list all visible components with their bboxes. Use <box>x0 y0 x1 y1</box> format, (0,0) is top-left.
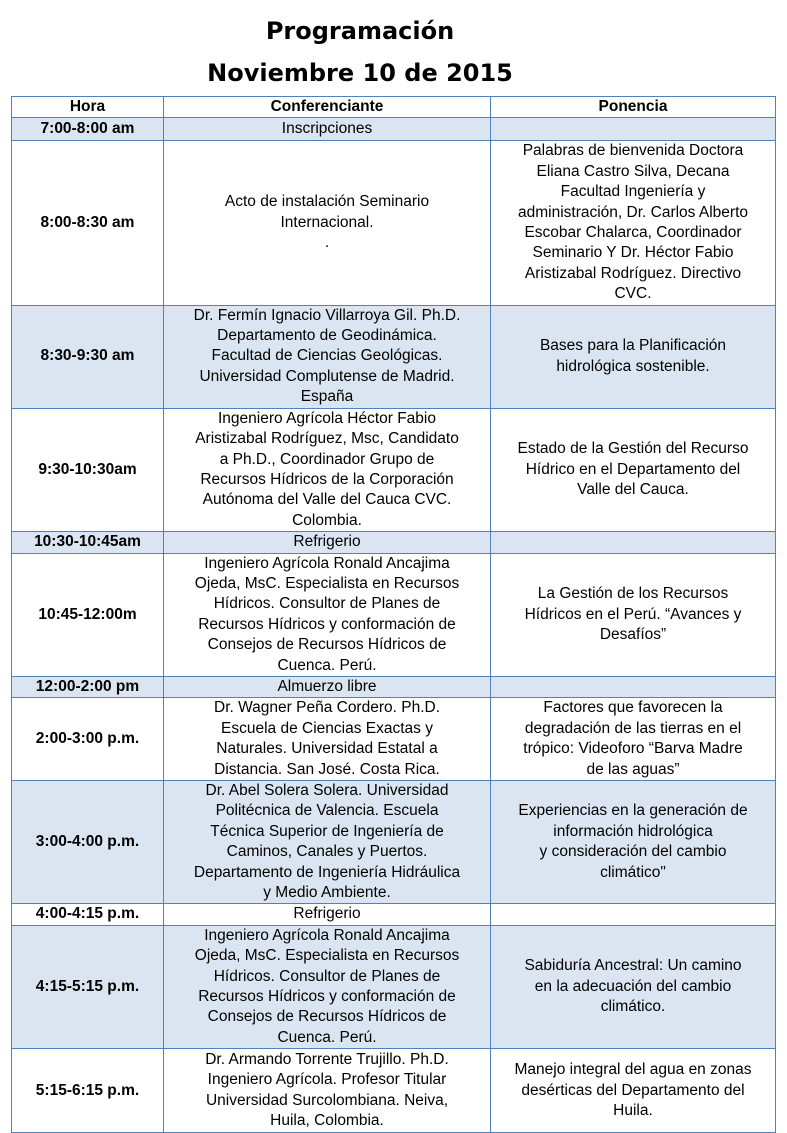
cell-conferenciante: Ingeniero Agrícola Héctor Fabio Aristizabal Rodríguez, Msc, Candidato a Ph.D., Coordinador Grupo de Recursos Hídricos de la Corporación Autónoma del Valle del Cauca CVC. Colombia. <box>164 408 491 531</box>
cell-hora: 7:00-8:00 am <box>12 118 164 141</box>
table-row <box>12 698 776 781</box>
table-header-row <box>12 97 776 118</box>
cell-conferenciante: Ingeniero Agrícola Ronald Ancajima Ojeda, MsC. Especialista en Recursos Hídricos. Consultor de Planes de Recursos Hídricos y conformación de Consejos de Recursos Hídricos de Cuenca. Perú. <box>164 925 491 1048</box>
cell-ponencia: Experiencias en la generación de información hidrológica y consideración del cambio climático" <box>491 781 776 904</box>
cell-ponencia <box>491 532 776 553</box>
header-ponencia: Ponencia <box>491 97 776 118</box>
header-conferenciante: Conferenciante <box>164 97 491 118</box>
cell-conferenciante: Dr. Armando Torrente Trujillo. Ph.D. Ingeniero Agrícola. Profesor Titular Universidad Surcolombiana. Neiva, Huila, Colombia. <box>164 1049 491 1133</box>
cell-conferenciante: Ingeniero Agrícola Ronald Ancajima Ojeda, MsC. Especialista en Recursos Hídricos. Consultor de Planes de Recursos Hídricos y conformación de Consejos de Recursos Hídricos de Cuenca. Perú. <box>164 553 491 676</box>
cell-ponencia: Estado de la Gestión del Recurso Hídrico en el Departamento del Valle del Cauca. <box>491 408 776 531</box>
cell-hora: 2:00-3:00 p.m. <box>12 698 164 781</box>
cell-hora: 3:00-4:00 p.m. <box>12 781 164 904</box>
cell-ponencia: Sabiduría Ancestral: Un camino en la adecuación del cambio climático. <box>491 925 776 1048</box>
cell-hora: 9:30-10:30am <box>12 408 164 531</box>
cell-ponencia: Factores que favorecen la degradación de las tierras en el trópico: Videoforo “Barva Madre de las aguas” <box>491 698 776 781</box>
table-row <box>12 904 776 925</box>
table-row <box>12 553 776 676</box>
header-hora: Hora <box>12 97 164 118</box>
cell-ponencia: Manejo integral del agua en zonas desérticas del Departamento del Huila. <box>491 1049 776 1133</box>
cell-conferenciante: Refrigerio <box>164 532 491 553</box>
cell-hora: 8:00-8:30 am <box>12 141 164 305</box>
cell-hora: 10:30-10:45am <box>12 532 164 553</box>
table-row <box>12 676 776 697</box>
cell-ponencia <box>491 904 776 925</box>
table-row <box>12 925 776 1048</box>
cell-ponencia: Bases para la Planificación hidrológica sostenible. <box>491 305 776 408</box>
page-subtitle-date: Noviembre 10 de 2015 <box>207 59 513 87</box>
cell-ponencia <box>491 118 776 141</box>
cell-hora: 4:15-5:15 p.m. <box>12 925 164 1048</box>
cell-hora: 5:15-6:15 p.m. <box>12 1049 164 1133</box>
table-row <box>12 305 776 408</box>
schedule-table <box>11 96 776 1133</box>
cell-conferenciante: Dr. Abel Solera Solera. Universidad Politécnica de Valencia. Escuela Técnica Superior de Ingeniería de Caminos, Canales y Puertos. Departamento de Ingeniería Hidráulica y Medio Ambiente. <box>164 781 491 904</box>
page-title: Programación <box>265 17 455 45</box>
table-row <box>12 141 776 305</box>
cell-hora: 4:00-4:15 p.m. <box>12 904 164 925</box>
table-row <box>12 118 776 141</box>
cell-ponencia: La Gestión de los Recursos Hídricos en el Perú. “Avances y Desafíos” <box>491 553 776 676</box>
cell-conferenciante: Inscripciones <box>164 118 491 141</box>
cell-hora: 12:00-2:00 pm <box>12 676 164 697</box>
table-row <box>12 781 776 904</box>
table-row <box>12 532 776 553</box>
cell-ponencia <box>491 676 776 697</box>
table-row <box>12 1049 776 1133</box>
cell-ponencia: Palabras de bienvenida Doctora Eliana Castro Silva, Decana Facultad Ingeniería y administración, Dr. Carlos Alberto Escobar Chalarca, Coordinador Seminario Y Dr. Héctor Fabio Aristizabal Rodríguez. Directivo CVC. <box>491 141 776 305</box>
cell-conferenciante: Dr. Fermín Ignacio Villarroya Gil. Ph.D. Departamento de Geodinámica. Facultad de Ciencias Geológicas. Universidad Complutense de Madrid. España <box>164 305 491 408</box>
cell-conferenciante: Almuerzo libre <box>164 676 491 697</box>
cell-conferenciante: Acto de instalación Seminario Internacional. . <box>164 141 491 305</box>
table-row <box>12 408 776 531</box>
cell-conferenciante: Dr. Wagner Peña Cordero. Ph.D. Escuela de Ciencias Exactas y Naturales. Universidad Estatal a Distancia. San José. Costa Rica. <box>164 698 491 781</box>
cell-hora: 10:45-12:00m <box>12 553 164 676</box>
cell-conferenciante: Refrigerio <box>164 904 491 925</box>
cell-hora: 8:30-9:30 am <box>12 305 164 408</box>
